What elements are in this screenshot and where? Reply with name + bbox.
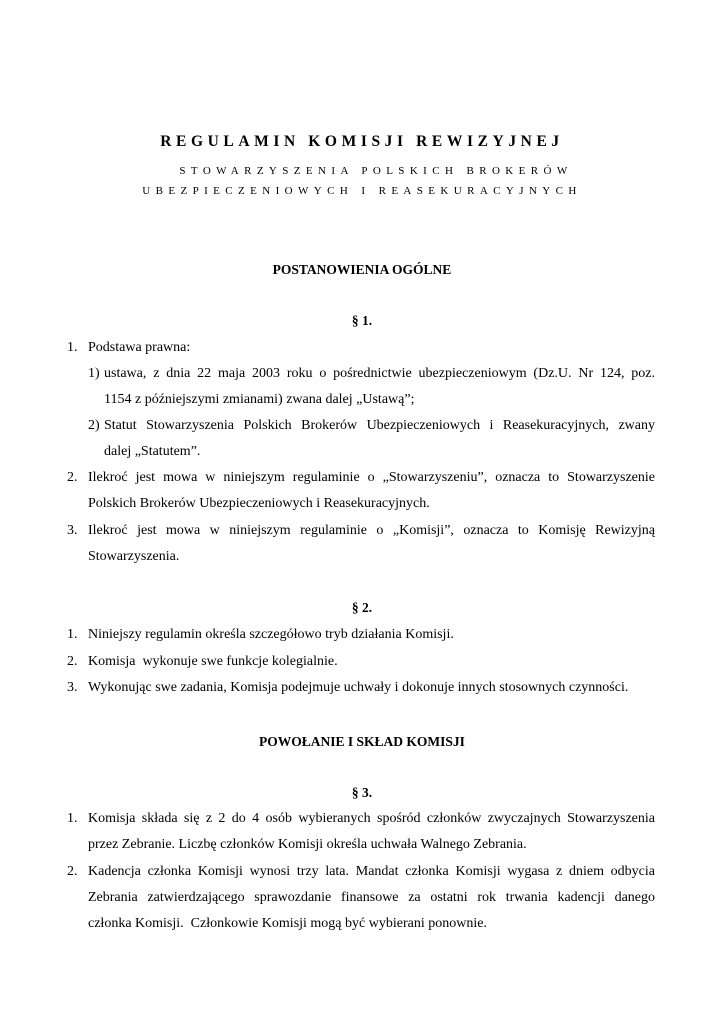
item-number: 1. [67,340,78,355]
item-text: Wykonując swe zadania, Komisja podejmuje uchwały i dokonuje innych stosownych czynności. [88,680,629,695]
item-number: 2. [67,864,78,879]
subitem-number: 2) [88,418,100,433]
item-text: Polskich Brokerów Ubezpieczeniowych i Reasekuracyjnych. [88,496,430,511]
item-text: Stowarzyszenia. [88,549,180,564]
item-text: przez Zebranie. Liczbę członków Komisji określa uchwała Walnego Zebrania. [88,837,527,852]
item-text: członka Komisji. Członkowie Komisji mogą być wybierani ponownie. [88,916,487,931]
subitem-text: 1154 z późniejszymi zmianami) zwana dalej „Ustawą”; [104,392,415,407]
document-title: REGULAMIN KOMISJI REWIZYJNEJ [160,133,564,150]
paragraph-symbol: § 1. [351,313,373,328]
item-text: Ilekroć jest mowa w niniejszym regulaminie o „Stowarzyszeniu”, oznacza to Stowarzyszenie [88,470,655,485]
item-text: Zebrania zatwierdzającego sprawozdanie finansowe za ostatni rok trwania kadencji danego [88,890,655,905]
subitem-text: Statut Stowarzyszenia Polskich Brokerów Ubezpieczeniowych i Reasekuracyjnych, zwany [104,418,655,433]
item-number: 3. [67,680,78,695]
item-number: 1. [67,627,78,642]
item-text: Komisja wykonuje swe funkcje kolegialnie. [88,654,338,669]
section-heading: POSTANOWIENIA OGÓLNE [272,262,452,277]
subitem-text: ustawa, z dnia 22 maja 2003 roku o pośrednictwie ubezpieczeniowym (Dz.U. Nr 124, poz. [104,366,655,381]
paragraph-symbol: § 3. [351,785,373,800]
item-text: Komisja składa się z 2 do 4 osób wybieranych spośród członków zwyczajnych Stowarzyszenia [88,811,655,826]
paragraph-symbol: § 2. [351,600,373,615]
item-number: 2. [67,654,78,669]
item-text: Niniejszy regulamin określa szczegółowo tryb działania Komisji. [88,627,454,642]
section-heading: POWOŁANIE I SKŁAD KOMISJI [259,734,465,749]
subitem-number: 1) [88,366,100,381]
item-number: 1. [67,811,78,826]
item-number: 2. [67,470,78,485]
document-subtitle-line2: UBEZPIECZENIOWYCH I REASEKURACYJNYCH [142,185,582,197]
item-text: Podstawa prawna: [88,340,191,355]
subitem-text: dalej „Statutem”. [104,444,201,459]
document-subtitle-line1: STOWARZYSZENIA POLSKICH BROKERÓW [179,165,573,177]
item-text: Kadencja członka Komisji wynosi trzy lata. Mandat członka Komisji wygasa z dniem odbycia [88,864,655,879]
item-number: 3. [67,523,78,538]
item-text: Ilekroć jest mowa w niniejszym regulaminie o „Komisji”, oznacza to Komisję Rewizyjną [88,523,655,538]
